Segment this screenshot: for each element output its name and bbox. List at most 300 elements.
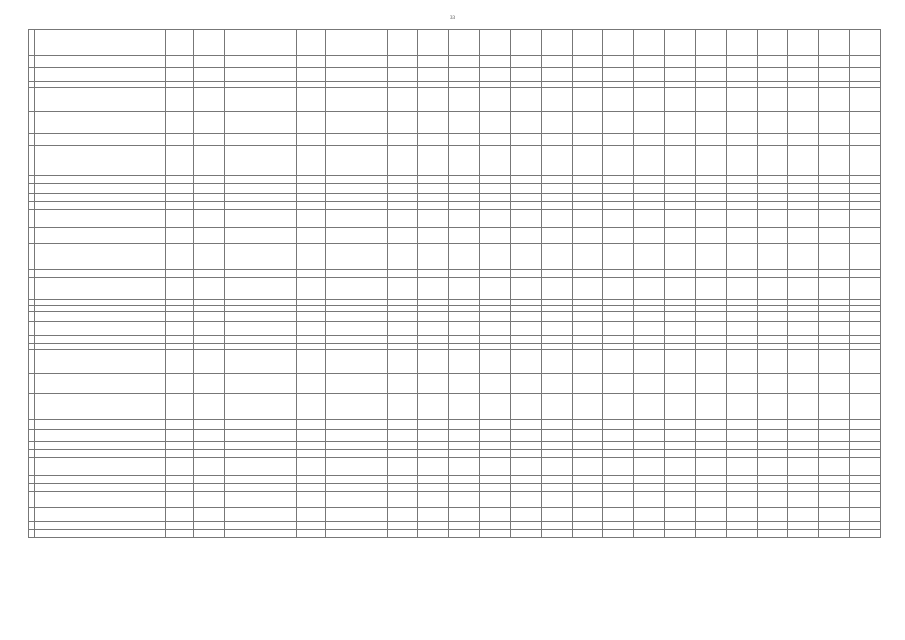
table-cell — [572, 210, 603, 228]
table-cell — [819, 228, 850, 244]
table-cell — [297, 202, 326, 210]
table-cell — [665, 278, 696, 300]
table-cell — [665, 210, 696, 228]
table-row — [29, 492, 881, 508]
table-cell — [757, 112, 788, 134]
table-cell — [510, 184, 541, 194]
table-cell — [726, 492, 757, 508]
table-cell — [387, 244, 418, 270]
table-cell — [819, 278, 850, 300]
table-cell — [819, 492, 850, 508]
table-cell — [757, 394, 788, 420]
table-cell — [541, 146, 572, 176]
table-cell — [572, 112, 603, 134]
table-cell — [819, 244, 850, 270]
table-cell — [788, 450, 819, 458]
table-row — [29, 522, 881, 530]
table-cell — [510, 522, 541, 530]
table-cell — [194, 476, 225, 484]
table-cell — [480, 508, 511, 522]
table-cell — [572, 394, 603, 420]
table-cell — [297, 476, 326, 484]
table-row — [29, 530, 881, 538]
table-cell — [726, 210, 757, 228]
table-cell — [695, 270, 726, 278]
table-cell — [695, 88, 726, 112]
table-cell — [480, 336, 511, 344]
table-cell — [449, 202, 480, 210]
row-description-cell — [35, 270, 166, 278]
table-cell — [449, 476, 480, 484]
table-cell — [297, 68, 326, 82]
table-cell — [297, 270, 326, 278]
table-cell — [665, 420, 696, 430]
table-cell — [165, 530, 194, 538]
table-cell — [325, 112, 387, 134]
table-cell — [165, 270, 194, 278]
table-cell — [819, 476, 850, 484]
table-cell — [194, 322, 225, 336]
table-cell — [572, 508, 603, 522]
table-cell — [225, 30, 297, 56]
table-cell — [819, 530, 850, 538]
table-cell — [449, 312, 480, 322]
table-cell — [541, 56, 572, 68]
table-cell — [165, 278, 194, 300]
table-cell — [165, 184, 194, 194]
table-cell — [726, 312, 757, 322]
table-cell — [726, 430, 757, 442]
table-cell — [297, 56, 326, 68]
table-cell — [850, 176, 881, 184]
row-description-cell — [35, 194, 166, 202]
table-cell — [510, 210, 541, 228]
table-row — [29, 374, 881, 394]
table-cell — [297, 134, 326, 146]
table-cell — [757, 450, 788, 458]
table-cell — [819, 270, 850, 278]
table-cell — [572, 442, 603, 450]
table-cell — [788, 508, 819, 522]
table-cell — [634, 522, 665, 530]
table-cell — [726, 112, 757, 134]
table-cell — [850, 508, 881, 522]
table-cell — [850, 322, 881, 336]
table-cell — [634, 476, 665, 484]
table-cell — [225, 244, 297, 270]
table-cell — [480, 420, 511, 430]
table-cell — [194, 508, 225, 522]
table-cell — [194, 56, 225, 68]
table-cell — [480, 350, 511, 374]
table-cell — [665, 492, 696, 508]
table-cell — [850, 450, 881, 458]
table-cell — [788, 530, 819, 538]
table-cell — [325, 508, 387, 522]
row-description-cell — [35, 176, 166, 184]
table-cell — [387, 336, 418, 344]
table-cell — [297, 394, 326, 420]
table-cell — [449, 442, 480, 450]
table-cell — [418, 522, 449, 530]
table-cell — [541, 184, 572, 194]
table-cell — [541, 336, 572, 344]
table-cell — [387, 430, 418, 442]
table-cell — [695, 30, 726, 56]
table-cell — [387, 194, 418, 202]
table-cell — [418, 394, 449, 420]
table-cell — [387, 450, 418, 458]
table-cell — [387, 322, 418, 336]
table-cell — [572, 134, 603, 146]
table-cell — [850, 374, 881, 394]
table-cell — [418, 430, 449, 442]
table-cell — [788, 350, 819, 374]
table-row — [29, 394, 881, 420]
table-cell — [850, 442, 881, 450]
table-cell — [819, 420, 850, 430]
table-cell — [165, 336, 194, 344]
table-cell — [572, 420, 603, 430]
table-cell — [665, 68, 696, 82]
table-cell — [695, 442, 726, 450]
table-cell — [757, 202, 788, 210]
table-cell — [634, 270, 665, 278]
table-row — [29, 336, 881, 344]
table-cell — [788, 68, 819, 82]
table-cell — [194, 146, 225, 176]
table-cell — [695, 420, 726, 430]
table-cell — [788, 420, 819, 430]
table-cell — [449, 322, 480, 336]
table-cell — [788, 210, 819, 228]
table-cell — [325, 476, 387, 484]
table-cell — [634, 420, 665, 430]
table-cell — [325, 228, 387, 244]
table-cell — [819, 450, 850, 458]
table-cell — [325, 88, 387, 112]
table-cell — [418, 228, 449, 244]
table-cell — [695, 430, 726, 442]
table-cell — [418, 458, 449, 476]
table-cell — [665, 450, 696, 458]
table-cell — [194, 194, 225, 202]
table-cell — [297, 244, 326, 270]
table-cell — [449, 30, 480, 56]
table-cell — [603, 312, 634, 322]
table-cell — [225, 530, 297, 538]
table-cell — [325, 56, 387, 68]
table-cell — [634, 322, 665, 336]
table-cell — [480, 244, 511, 270]
row-description-cell — [35, 30, 166, 56]
table-cell — [510, 508, 541, 522]
table-cell — [634, 442, 665, 450]
table-row — [29, 68, 881, 82]
table-cell — [325, 194, 387, 202]
table-cell — [726, 336, 757, 344]
table-cell — [225, 350, 297, 374]
table-cell — [225, 202, 297, 210]
row-description-cell — [35, 420, 166, 430]
table-cell — [695, 202, 726, 210]
table-cell — [850, 244, 881, 270]
table-cell — [510, 442, 541, 450]
table-cell — [850, 420, 881, 430]
table-cell — [387, 508, 418, 522]
table-cell — [541, 68, 572, 82]
table-cell — [665, 336, 696, 344]
table-cell — [480, 522, 511, 530]
table-cell — [325, 458, 387, 476]
table-cell — [418, 134, 449, 146]
table-cell — [325, 394, 387, 420]
table-cell — [665, 312, 696, 322]
row-description-cell — [35, 350, 166, 374]
table-cell — [541, 530, 572, 538]
table-row — [29, 210, 881, 228]
table-cell — [194, 134, 225, 146]
table-cell — [850, 312, 881, 322]
table-cell — [541, 202, 572, 210]
table-cell — [726, 88, 757, 112]
table-cell — [510, 146, 541, 176]
table-cell — [726, 484, 757, 492]
table-cell — [788, 244, 819, 270]
table-cell — [480, 228, 511, 244]
table-cell — [165, 476, 194, 484]
table-cell — [449, 244, 480, 270]
table-cell — [297, 522, 326, 530]
table-cell — [572, 350, 603, 374]
table-cell — [819, 176, 850, 184]
table-row — [29, 202, 881, 210]
row-description-cell — [35, 278, 166, 300]
table-cell — [665, 244, 696, 270]
table-cell — [634, 312, 665, 322]
table-cell — [634, 492, 665, 508]
table-cell — [325, 492, 387, 508]
table-cell — [819, 312, 850, 322]
table-cell — [449, 146, 480, 176]
table-cell — [418, 322, 449, 336]
table-cell — [480, 112, 511, 134]
table-cell — [850, 146, 881, 176]
table-cell — [449, 336, 480, 344]
table-cell — [194, 522, 225, 530]
table-cell — [757, 508, 788, 522]
table-cell — [603, 492, 634, 508]
table-cell — [695, 394, 726, 420]
table-cell — [387, 492, 418, 508]
table-cell — [757, 228, 788, 244]
table-cell — [665, 442, 696, 450]
table-cell — [541, 394, 572, 420]
row-description-cell — [35, 322, 166, 336]
table-cell — [297, 30, 326, 56]
table-cell — [850, 484, 881, 492]
table-cell — [850, 458, 881, 476]
table-cell — [726, 146, 757, 176]
table-cell — [418, 202, 449, 210]
table-cell — [788, 336, 819, 344]
table-cell — [572, 492, 603, 508]
table-cell — [757, 244, 788, 270]
table-cell — [757, 312, 788, 322]
table-cell — [480, 484, 511, 492]
row-description-cell — [35, 374, 166, 394]
table-cell — [850, 530, 881, 538]
table-cell — [603, 210, 634, 228]
table-cell — [165, 88, 194, 112]
table-cell — [387, 176, 418, 184]
table-cell — [665, 30, 696, 56]
table-cell — [418, 374, 449, 394]
table-cell — [418, 176, 449, 184]
table-cell — [572, 202, 603, 210]
table-cell — [418, 88, 449, 112]
table-row — [29, 458, 881, 476]
table-row — [29, 322, 881, 336]
table-cell — [510, 484, 541, 492]
table-row — [29, 312, 881, 322]
table-cell — [297, 194, 326, 202]
table-cell — [297, 88, 326, 112]
table-cell — [788, 374, 819, 394]
row-description-cell — [35, 210, 166, 228]
table-cell — [757, 134, 788, 146]
table-cell — [757, 420, 788, 430]
table-cell — [418, 146, 449, 176]
table-cell — [165, 394, 194, 420]
table-cell — [541, 228, 572, 244]
table-cell — [603, 336, 634, 344]
table-cell — [194, 278, 225, 300]
table-cell — [325, 184, 387, 194]
table-cell — [665, 394, 696, 420]
table-cell — [449, 56, 480, 68]
table-cell — [665, 134, 696, 146]
row-description-cell — [35, 88, 166, 112]
table-cell — [418, 476, 449, 484]
table-cell — [297, 484, 326, 492]
table-cell — [788, 184, 819, 194]
table-cell — [387, 112, 418, 134]
table-cell — [634, 430, 665, 442]
table-cell — [850, 430, 881, 442]
row-description-cell — [35, 492, 166, 508]
table-cell — [225, 442, 297, 450]
table-cell — [325, 530, 387, 538]
table-cell — [510, 374, 541, 394]
table-cell — [194, 350, 225, 374]
table-cell — [225, 112, 297, 134]
table-cell — [194, 336, 225, 344]
table-cell — [665, 458, 696, 476]
row-description-cell — [35, 184, 166, 194]
row-description-cell — [35, 146, 166, 176]
table-cell — [788, 30, 819, 56]
row-description-cell — [35, 68, 166, 82]
table-cell — [225, 56, 297, 68]
table-cell — [788, 228, 819, 244]
table-cell — [695, 68, 726, 82]
table-cell — [194, 430, 225, 442]
table-cell — [541, 450, 572, 458]
table-cell — [418, 184, 449, 194]
table-cell — [165, 450, 194, 458]
table-cell — [387, 210, 418, 228]
table-cell — [665, 270, 696, 278]
table-cell — [541, 522, 572, 530]
table-cell — [325, 442, 387, 450]
table-cell — [449, 88, 480, 112]
table-cell — [726, 458, 757, 476]
table-cell — [297, 508, 326, 522]
table-cell — [541, 374, 572, 394]
table-cell — [665, 484, 696, 492]
table-cell — [572, 522, 603, 530]
table-cell — [387, 530, 418, 538]
table-cell — [788, 194, 819, 202]
table-cell — [788, 134, 819, 146]
table-cell — [510, 430, 541, 442]
table-cell — [510, 30, 541, 56]
table-row — [29, 450, 881, 458]
table-row — [29, 228, 881, 244]
table-cell — [665, 228, 696, 244]
row-description-cell — [35, 202, 166, 210]
table-cell — [665, 374, 696, 394]
table-cell — [819, 522, 850, 530]
table-cell — [819, 374, 850, 394]
table-cell — [510, 244, 541, 270]
table-cell — [541, 484, 572, 492]
table-cell — [819, 134, 850, 146]
table-cell — [194, 492, 225, 508]
table-cell — [387, 184, 418, 194]
table-cell — [194, 530, 225, 538]
table-cell — [788, 442, 819, 450]
table-cell — [572, 146, 603, 176]
table-cell — [603, 484, 634, 492]
table-cell — [387, 484, 418, 492]
table-cell — [480, 312, 511, 322]
table-cell — [297, 492, 326, 508]
table-cell — [418, 112, 449, 134]
table-cell — [541, 322, 572, 336]
table-cell — [225, 210, 297, 228]
row-description-cell — [35, 442, 166, 450]
table-cell — [695, 522, 726, 530]
table-cell — [510, 278, 541, 300]
table-cell — [850, 350, 881, 374]
table-cell — [634, 30, 665, 56]
table-cell — [165, 202, 194, 210]
table-cell — [695, 244, 726, 270]
table-cell — [449, 430, 480, 442]
table-cell — [819, 30, 850, 56]
table-cell — [695, 134, 726, 146]
table-cell — [603, 394, 634, 420]
table-cell — [541, 492, 572, 508]
table-cell — [726, 420, 757, 430]
table-cell — [788, 492, 819, 508]
table-cell — [634, 394, 665, 420]
table-cell — [449, 112, 480, 134]
table-cell — [225, 492, 297, 508]
table-cell — [726, 244, 757, 270]
